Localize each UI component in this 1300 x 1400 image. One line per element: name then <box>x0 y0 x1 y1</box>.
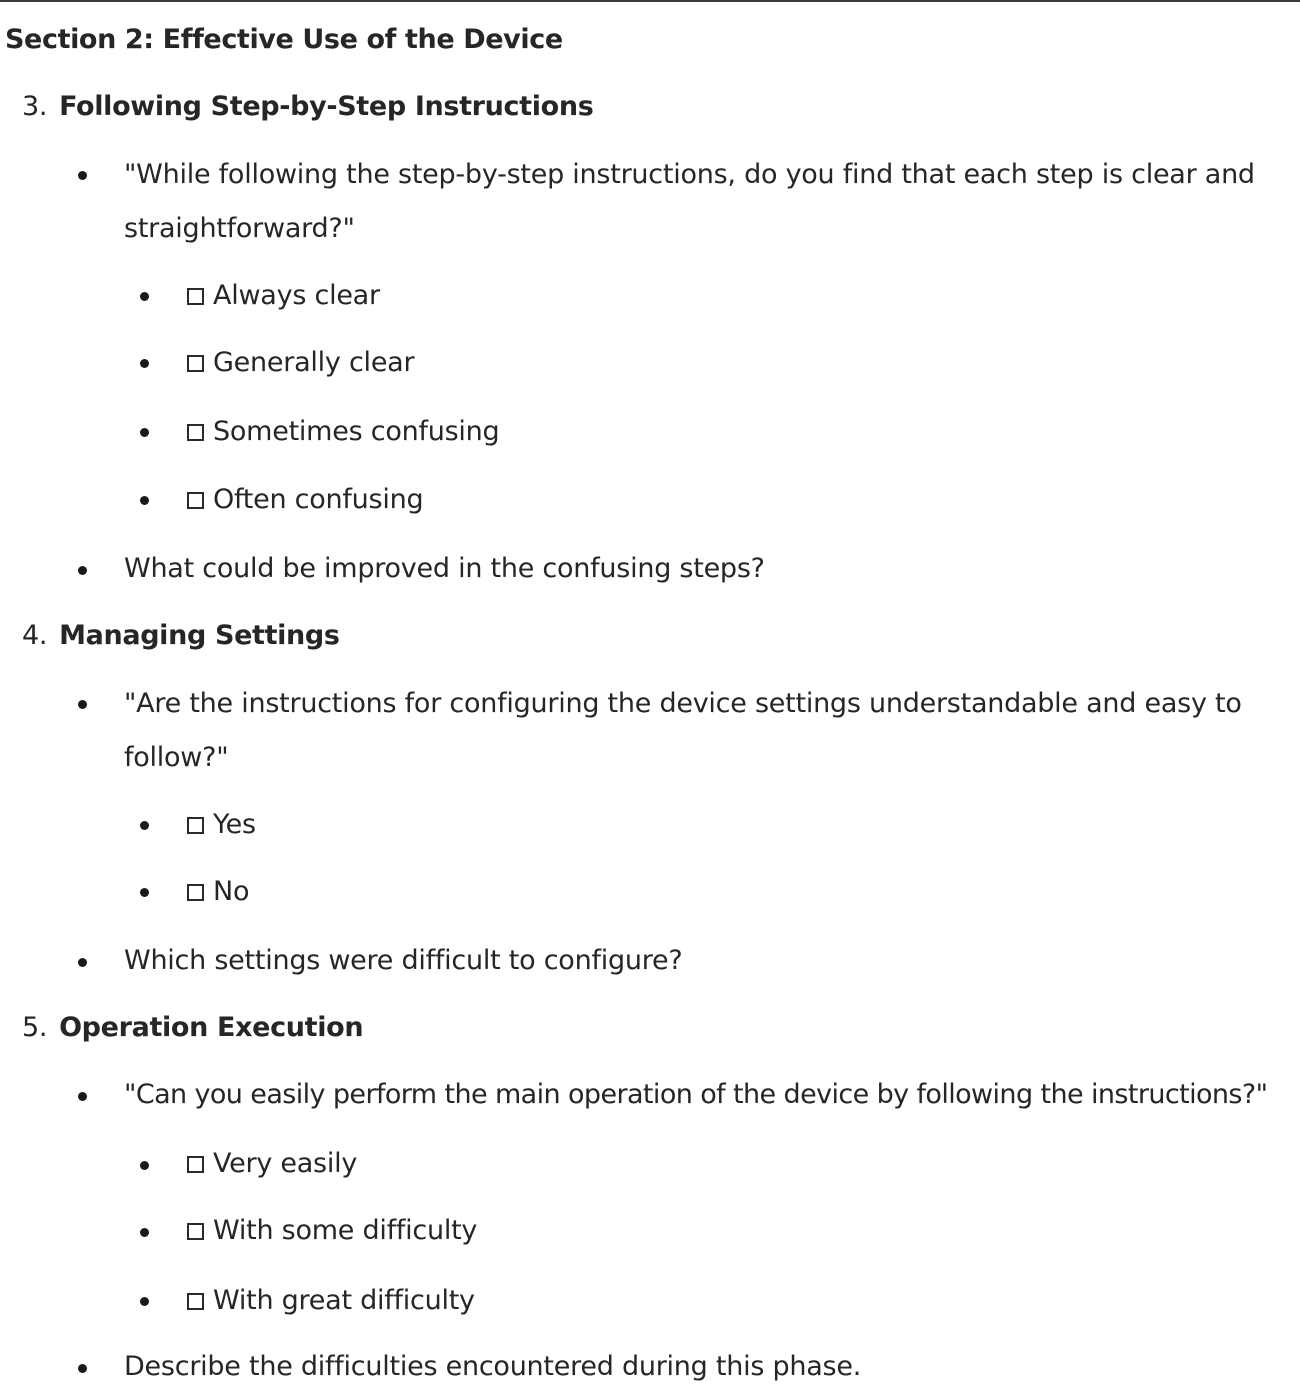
question-5-followup: Describe the difficulties encountered during this phase. <box>124 1351 862 1382</box>
option-sometimes-confusing[interactable] <box>187 414 499 450</box>
question-5-prompt-line1: "Can you easily perform the main operation of the device by following the instructions?" <box>124 1079 1268 1110</box>
question-4-followup: Which settings were difficult to configure? <box>124 945 683 976</box>
question-5-number: 5. <box>22 1012 48 1043</box>
question-3-prompt-line2: straightforward?" <box>124 213 355 244</box>
bullet-icon <box>140 428 149 437</box>
bullet-icon <box>140 292 149 301</box>
option-label: With some difficulty <box>213 1215 478 1246</box>
checkbox-icon[interactable] <box>187 1293 204 1310</box>
option-label: Very easily <box>213 1148 358 1179</box>
option-generally-clear[interactable] <box>187 345 414 381</box>
bullet-icon <box>140 821 149 830</box>
bullet-icon <box>78 700 87 709</box>
question-3-number: 3. <box>22 91 48 122</box>
question-5-heading <box>22 1010 363 1046</box>
question-4-heading <box>22 618 340 654</box>
checkbox-icon[interactable] <box>187 1156 204 1173</box>
option-label: Sometimes confusing <box>213 416 500 447</box>
option-with-some-difficulty[interactable] <box>187 1213 477 1249</box>
question-3-prompt-line1: "While following the step-by-step instructions, do you find that each step is clear and <box>124 159 1255 190</box>
option-label: Always clear <box>213 280 380 311</box>
option-label: Yes <box>213 809 256 840</box>
question-3-title: Following Step-by-Step Instructions <box>59 91 594 122</box>
question-5-title: Operation Execution <box>59 1012 364 1043</box>
option-label: Often confusing <box>213 484 424 515</box>
bullet-icon <box>78 958 87 967</box>
option-label: Generally clear <box>213 347 415 378</box>
bullet-icon <box>78 1364 87 1373</box>
checkbox-icon[interactable] <box>187 492 204 509</box>
question-3-heading <box>22 89 593 125</box>
checkbox-icon[interactable] <box>187 884 204 901</box>
bullet-icon <box>140 1228 149 1237</box>
option-very-easily[interactable] <box>187 1146 357 1182</box>
option-no[interactable] <box>187 874 249 910</box>
option-yes[interactable] <box>187 807 256 843</box>
question-4-title: Managing Settings <box>59 620 340 651</box>
bullet-icon <box>140 1297 149 1306</box>
option-label: With great difficulty <box>213 1285 475 1316</box>
option-always-clear[interactable] <box>187 278 380 314</box>
question-4-prompt-line1: "Are the instructions for configuring the device settings understandable and easy to <box>124 688 1242 719</box>
checkbox-icon[interactable] <box>187 1223 204 1240</box>
option-label: No <box>213 876 250 907</box>
checkbox-icon[interactable] <box>187 288 204 305</box>
bullet-icon <box>140 496 149 505</box>
bullet-icon <box>140 888 149 897</box>
question-4-number: 4. <box>22 620 48 651</box>
option-with-great-difficulty[interactable] <box>187 1283 475 1319</box>
top-divider <box>0 0 1300 2</box>
bullet-icon <box>140 1161 149 1170</box>
bullet-icon <box>78 171 87 180</box>
checkbox-icon[interactable] <box>187 817 204 834</box>
checkbox-icon[interactable] <box>187 355 204 372</box>
bullet-icon <box>78 566 87 575</box>
checkbox-icon[interactable] <box>187 424 204 441</box>
question-4-prompt-line2: follow?" <box>124 742 229 773</box>
option-often-confusing[interactable] <box>187 482 423 518</box>
question-3-followup: What could be improved in the confusing steps? <box>124 553 765 584</box>
section-title: Section 2: Effective Use of the Device <box>5 24 563 55</box>
bullet-icon <box>78 1092 87 1101</box>
bullet-icon <box>140 359 149 368</box>
